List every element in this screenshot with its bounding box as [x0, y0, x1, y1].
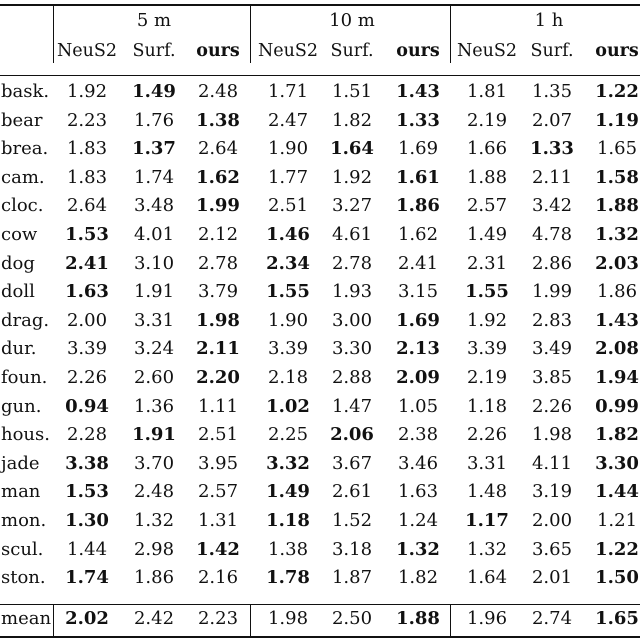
- table-cell: 3.31: [466, 453, 508, 474]
- table-cell: 1.44: [595, 481, 639, 502]
- table-cell: 1.81: [466, 81, 508, 102]
- table-cell: 1.36: [133, 396, 175, 417]
- table-cell: 1.83: [66, 167, 108, 188]
- table-cell: 2.06: [330, 424, 374, 445]
- table-cell: 1.64: [466, 567, 508, 588]
- table-cell: 2.86: [531, 253, 573, 274]
- table-row-label: gun.: [1, 396, 42, 417]
- table-cell: 1.47: [331, 396, 373, 417]
- method-header: Surf.: [530, 41, 574, 61]
- table-cell: 3.10: [133, 253, 175, 274]
- table-cell: 2.83: [531, 310, 573, 331]
- table-cell: 1.65: [596, 138, 638, 159]
- table-cell: 1.92: [331, 167, 373, 188]
- table-cell: 1.58: [595, 167, 639, 188]
- table-cell: 1.33: [530, 138, 574, 159]
- table-cell: 4.01: [133, 224, 175, 245]
- table-row-label: doll: [1, 281, 35, 302]
- table-cell: 3.27: [331, 195, 373, 216]
- table-cell: 3.00: [331, 310, 373, 331]
- table-cell: 1.24: [397, 510, 439, 531]
- table-cell: 1.43: [396, 81, 440, 102]
- table-cell: 2.31: [466, 253, 508, 274]
- table-cell: 3.19: [531, 481, 573, 502]
- table-cell: 2.25: [267, 424, 309, 445]
- table-row-label: brea.: [1, 138, 49, 159]
- table-cell: 3.70: [133, 453, 175, 474]
- table-cell: 2.28: [66, 424, 108, 445]
- table-cell: 2.61: [331, 481, 373, 502]
- table-cell: 1.65: [595, 608, 639, 629]
- table-cell: 1.35: [531, 81, 573, 102]
- table-cell: 2.50: [331, 608, 373, 629]
- table-cell: 1.76: [133, 110, 175, 131]
- table-cell: 1.50: [595, 567, 639, 588]
- table-cell: 2.26: [531, 396, 573, 417]
- table-cell: 1.91: [132, 424, 176, 445]
- table-cell: 1.55: [266, 281, 310, 302]
- table-cell: 1.32: [595, 224, 639, 245]
- table-cell: 1.22: [595, 539, 639, 560]
- table-cell: 1.63: [397, 481, 439, 502]
- method-header: Surf.: [132, 41, 176, 61]
- table-cell: 1.11: [197, 396, 239, 417]
- table-cell: 3.39: [66, 338, 108, 359]
- table-cell: 1.77: [267, 167, 309, 188]
- table-row-label: mon.: [1, 510, 47, 531]
- table-cell: 2.13: [396, 338, 440, 359]
- table-cell: 2.78: [331, 253, 373, 274]
- table-cell: 1.30: [65, 510, 109, 531]
- table-cell: 1.05: [397, 396, 439, 417]
- table-cell: 1.93: [331, 281, 373, 302]
- table-cell: 1.90: [267, 138, 309, 159]
- table-cell: 3.39: [466, 338, 508, 359]
- table-cell: 3.85: [531, 367, 573, 388]
- table-cell: 1.19: [595, 110, 639, 131]
- table-cell: 1.21: [596, 510, 638, 531]
- table-cell: 2.34: [266, 253, 310, 274]
- table-cell: 1.38: [267, 539, 309, 560]
- group-header: 10 m: [329, 10, 375, 31]
- table-cell: 1.94: [595, 367, 639, 388]
- table-cell: 4.78: [531, 224, 573, 245]
- table-cell: 1.99: [196, 195, 240, 216]
- table-cell: 1.87: [331, 567, 373, 588]
- table-cell: 2.18: [267, 367, 309, 388]
- group-header: 5 m: [136, 10, 172, 31]
- table-cell: 1.02: [266, 396, 310, 417]
- vertical-separator: [450, 605, 451, 636]
- method-header: NeuS2: [56, 41, 118, 61]
- table-cell: 2.48: [197, 81, 239, 102]
- table-cell: 3.42: [531, 195, 573, 216]
- table-cell: 1.86: [133, 567, 175, 588]
- table-cell: 0.94: [65, 396, 109, 417]
- table-cell: 2.74: [531, 608, 573, 629]
- table-cell: 1.86: [396, 195, 440, 216]
- table-cell: 2.88: [331, 367, 373, 388]
- group-header: 1 h: [534, 10, 564, 31]
- table-cell: 1.42: [196, 539, 240, 560]
- table-cell: 1.48: [466, 481, 508, 502]
- table-cell: 1.78: [266, 567, 310, 588]
- table-cell: 2.98: [133, 539, 175, 560]
- table-cell: 1.92: [66, 81, 108, 102]
- top-rule: [0, 4, 640, 6]
- table-cell: 1.52: [331, 510, 373, 531]
- table-cell: 4.11: [531, 453, 573, 474]
- table-cell: 3.15: [397, 281, 439, 302]
- table-row-label: jade: [1, 453, 40, 474]
- table-row-label: drag.: [1, 310, 50, 331]
- table-cell: 1.96: [466, 608, 508, 629]
- table-cell: 1.71: [267, 81, 309, 102]
- table-cell: 2.00: [531, 510, 573, 531]
- table-cell: 2.64: [197, 138, 239, 159]
- table-cell: 1.69: [396, 310, 440, 331]
- table-cell: 2.02: [65, 608, 109, 629]
- table-cell: 1.66: [466, 138, 508, 159]
- table-cell: 2.26: [466, 424, 508, 445]
- method-header: ours: [196, 41, 240, 61]
- method-header: NeuS2: [456, 41, 518, 61]
- table-cell: 1.69: [397, 138, 439, 159]
- table-row-label: man: [1, 481, 41, 502]
- table-cell: 4.61: [331, 224, 373, 245]
- table-cell: 1.88: [396, 608, 440, 629]
- table-row-label: bask.: [1, 81, 50, 102]
- table-cell: 2.38: [397, 424, 439, 445]
- table-cell: 1.49: [266, 481, 310, 502]
- table-cell: 1.83: [66, 138, 108, 159]
- table-cell: 1.22: [595, 81, 639, 102]
- table-cell: 1.88: [595, 195, 639, 216]
- table-cell: 1.98: [196, 310, 240, 331]
- table-cell: 2.41: [65, 253, 109, 274]
- table-row-label: ston.: [1, 567, 46, 588]
- table-cell: 2.26: [66, 367, 108, 388]
- table-cell: 2.47: [267, 110, 309, 131]
- table-row-label: cam.: [1, 167, 45, 188]
- table-cell: 1.46: [266, 224, 310, 245]
- table-row-label: cloc.: [1, 195, 44, 216]
- table-cell: 1.32: [396, 539, 440, 560]
- table-cell: 2.57: [466, 195, 508, 216]
- table-row-label: cow: [1, 224, 38, 245]
- table-cell: 1.98: [531, 424, 573, 445]
- mean-rule: [0, 604, 640, 605]
- table-cell: 1.18: [466, 396, 508, 417]
- table-cell: 1.62: [196, 167, 240, 188]
- table-cell: 2.48: [133, 481, 175, 502]
- table-cell: 1.53: [65, 481, 109, 502]
- table-cell: 2.42: [133, 608, 175, 629]
- table-cell: 1.91: [133, 281, 175, 302]
- table-cell: 2.78: [197, 253, 239, 274]
- table-cell: 2.03: [595, 253, 639, 274]
- table-cell: 2.08: [595, 338, 639, 359]
- table-cell: 1.17: [465, 510, 509, 531]
- table-cell: 1.64: [330, 138, 374, 159]
- table-cell: 2.57: [197, 481, 239, 502]
- table-cell: 1.82: [331, 110, 373, 131]
- table-cell: 2.23: [66, 110, 108, 131]
- table-cell: 3.30: [595, 453, 639, 474]
- table-cell: 3.48: [133, 195, 175, 216]
- table-cell: 1.55: [465, 281, 509, 302]
- table-cell: 2.09: [396, 367, 440, 388]
- table-cell: 2.19: [466, 367, 508, 388]
- table-row-label: scul.: [1, 539, 44, 560]
- table-cell: 1.82: [595, 424, 639, 445]
- table-cell: 1.32: [466, 539, 508, 560]
- method-header: NeuS2: [257, 41, 319, 61]
- method-header: ours: [595, 41, 639, 61]
- table-row-label: dur.: [1, 338, 37, 359]
- table-row-label: foun.: [1, 367, 48, 388]
- table-cell: 1.62: [397, 224, 439, 245]
- table-cell: 2.00: [66, 310, 108, 331]
- table-cell: 3.79: [197, 281, 239, 302]
- table-cell: 1.44: [66, 539, 108, 560]
- table-cell: 1.43: [595, 310, 639, 331]
- table-cell: 3.30: [331, 338, 373, 359]
- table-cell: 2.01: [531, 567, 573, 588]
- table-cell: 2.07: [531, 110, 573, 131]
- table-cell: 1.98: [267, 608, 309, 629]
- table-cell: 2.60: [133, 367, 175, 388]
- table-cell: 1.51: [331, 81, 373, 102]
- table-cell: 1.63: [65, 281, 109, 302]
- table-cell: 1.88: [466, 167, 508, 188]
- table-cell: 1.37: [132, 138, 176, 159]
- table-cell: 2.11: [531, 167, 573, 188]
- table-cell: 2.23: [197, 608, 239, 629]
- table-cell: 1.74: [133, 167, 175, 188]
- table-cell: 3.18: [331, 539, 373, 560]
- table-cell: 1.33: [396, 110, 440, 131]
- table-cell: 3.39: [267, 338, 309, 359]
- header-rule: [0, 75, 640, 76]
- table-cell: 1.31: [197, 510, 239, 531]
- table-cell: 3.38: [65, 453, 109, 474]
- table-cell: 3.49: [531, 338, 573, 359]
- table-cell: 3.32: [266, 453, 310, 474]
- table-cell: 1.99: [531, 281, 573, 302]
- bottom-rule: [0, 636, 640, 638]
- table-cell: 3.46: [397, 453, 439, 474]
- table-cell: 1.90: [267, 310, 309, 331]
- table-cell: 2.51: [197, 424, 239, 445]
- table-cell: 1.74: [65, 567, 109, 588]
- table-cell: 1.38: [196, 110, 240, 131]
- table-cell: 2.12: [197, 224, 239, 245]
- table-cell: 1.18: [266, 510, 310, 531]
- method-header: Surf.: [330, 41, 374, 61]
- table-cell: 1.49: [466, 224, 508, 245]
- table-cell: 0.99: [595, 396, 639, 417]
- table-cell: 3.24: [133, 338, 175, 359]
- method-header: ours: [396, 41, 440, 61]
- table-cell: 3.65: [531, 539, 573, 560]
- table-cell: 3.67: [331, 453, 373, 474]
- table-cell: 2.16: [197, 567, 239, 588]
- table-row-label: dog: [1, 253, 35, 274]
- table-cell: 2.41: [397, 253, 439, 274]
- table-cell: 2.64: [66, 195, 108, 216]
- table-cell: 1.53: [65, 224, 109, 245]
- table-cell: 2.20: [196, 367, 240, 388]
- table-cell: 1.82: [397, 567, 439, 588]
- table-cell: 1.32: [133, 510, 175, 531]
- table-cell: 1.49: [132, 81, 176, 102]
- table-row-label: bear: [1, 110, 43, 131]
- vertical-separator: [250, 605, 251, 636]
- table-cell: 3.31: [133, 310, 175, 331]
- table-cell: 2.11: [196, 338, 240, 359]
- table-cell: 1.92: [466, 310, 508, 331]
- table-cell: 2.51: [267, 195, 309, 216]
- table-row-label: hous.: [1, 424, 50, 445]
- table-cell: 1.86: [596, 281, 638, 302]
- table-cell: 3.95: [197, 453, 239, 474]
- table-cell: 1.61: [396, 167, 440, 188]
- table-cell: 2.19: [466, 110, 508, 131]
- mean-row-label: mean: [1, 608, 52, 629]
